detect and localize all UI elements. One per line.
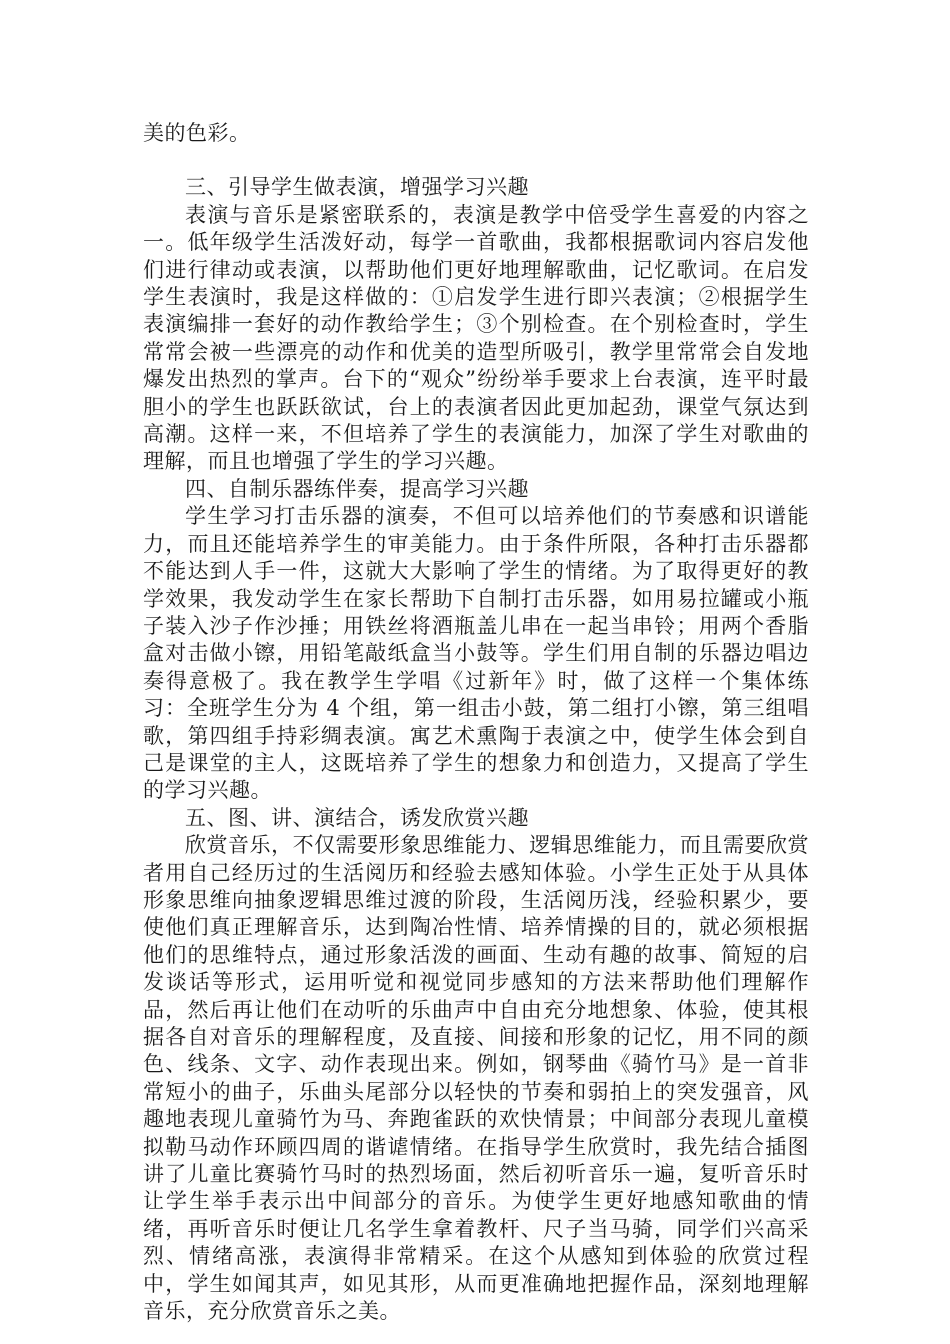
paragraph-appreciation: 欣赏音乐，不仅需要形象思维能力、逻辑思维能力，而且需要欣赏者用自己经历过的生活阅历和经验去感知体验。小学生正处于从具体形象思维向抽象逻辑思维过渡的阶段，生活阅历浅，经验积累少，要使他们真正理解音乐，达到陶冶性情、培养情操的目的，就必须根据他们的思维特点，通过形象活泼的画面、生动有趣的故事、简短的启发谈话等形式，运用听觉和视觉同步感知的方法来帮助他们理解作品，然后再让他们在动听的乐曲声中自由充分地想象、体验，使其根据各自对音乐的理解程度，及直接、间接和形象的记忆，用不同的颜色、线条、文字、动作表现出来。例如，钢琴曲《骑竹马》是一首非常短小的曲子，乐曲头尾部分以轻快的节奏和弱拍上的突发强音，风趣地表现儿童骑竹为马、奔跑雀跃的欢快情景；中间部分表现儿童模拟勒马动作环顾四周的谐谑情绪。在指导学生欣赏时，我先结合插图讲了儿童比赛骑竹马时的热烈场面，然后初听音乐一遍，复听音乐时让学生举手表示出中间部分的音乐。为使学生更好地感知歌曲的情绪，再听音乐时便让几名学生拿着教杆、尺子当马骑，同学们兴高采烈、情绪高涨，表演得非常精采。在这个从感知到体验的欣赏过程中，学生如闻其声，如见其形，从而更准确地把握作品，深刻地理解音乐，充分欣赏音乐之美。 <box>143 833 809 1324</box>
document-page <box>143 120 809 1325</box>
section-heading-5: 五、图、讲、演结合，诱发欣赏兴趣 <box>185 805 529 830</box>
paragraph-performance: 表演与音乐是紧密联系的，表演是教学中倍受学生喜爱的内容之一。低年级学生活泼好动，每学一首歌曲，我都根据歌词内容启发他们进行律动或表演，以帮助他们更好地理解歌曲，记忆歌词。在启发学生表演时，我是这样做的：①启发学生进行即兴表演；②根据学生表演编排一套好的动作教给学生；③个别检查。在个别检查时，学生常常会被一些漂亮的动作和优美的造型所吸引，教学里常常会自发地爆发出热烈的掌声。台下的“观众”纷纷举手要求上台表演，连平时最胆小的学生也跃跃欲试，台上的表演者因此更加起劲，课堂气氛达到高潮。这样一来，不但培养了学生的表演能力，加深了学生对歌曲的理解，而且也增强了学生的学习兴趣。 <box>143 202 809 474</box>
paragraph-instruments: 学生学习打击乐器的演奏，不但可以培养他们的节奏感和识谱能力，而且还能培养学生的审美能力。由于条件所限，各种打击乐器都不能达到人手一件，这就大大影响了学生的情绪。为了取得更好的教学效果，我发动学生在家长帮助下自制打击乐器，如用易拉罐或小瓶子装入沙子作沙捶；用铁丝将酒瓶盖儿串在一起当串铃；用两个香脂盒对击做小镲，用铅笔敲纸盒当小鼓等。学生们用自制的乐器边唱边奏得意极了。我在教学生学唱《过新年》时，做了这样一个集体练习：全班学生分为 4 个组，第一组击小鼓，第二组打小镲，第三组唱歌，第四组手持彩绸表演。寓艺术熏陶于表演之中，使学生体会到自己是课堂的主人，这既培养了学生的想象力和创造力，又提高了学生的学习兴趣。 <box>143 504 809 803</box>
section-heading-3: 三、引导学生做表演，增强学习兴趣 <box>185 175 529 200</box>
section-heading-4: 四、自制乐器练伴奏，提高学习兴趣 <box>185 476 529 501</box>
paragraph-continuation: 美的色彩。 <box>143 121 251 145</box>
